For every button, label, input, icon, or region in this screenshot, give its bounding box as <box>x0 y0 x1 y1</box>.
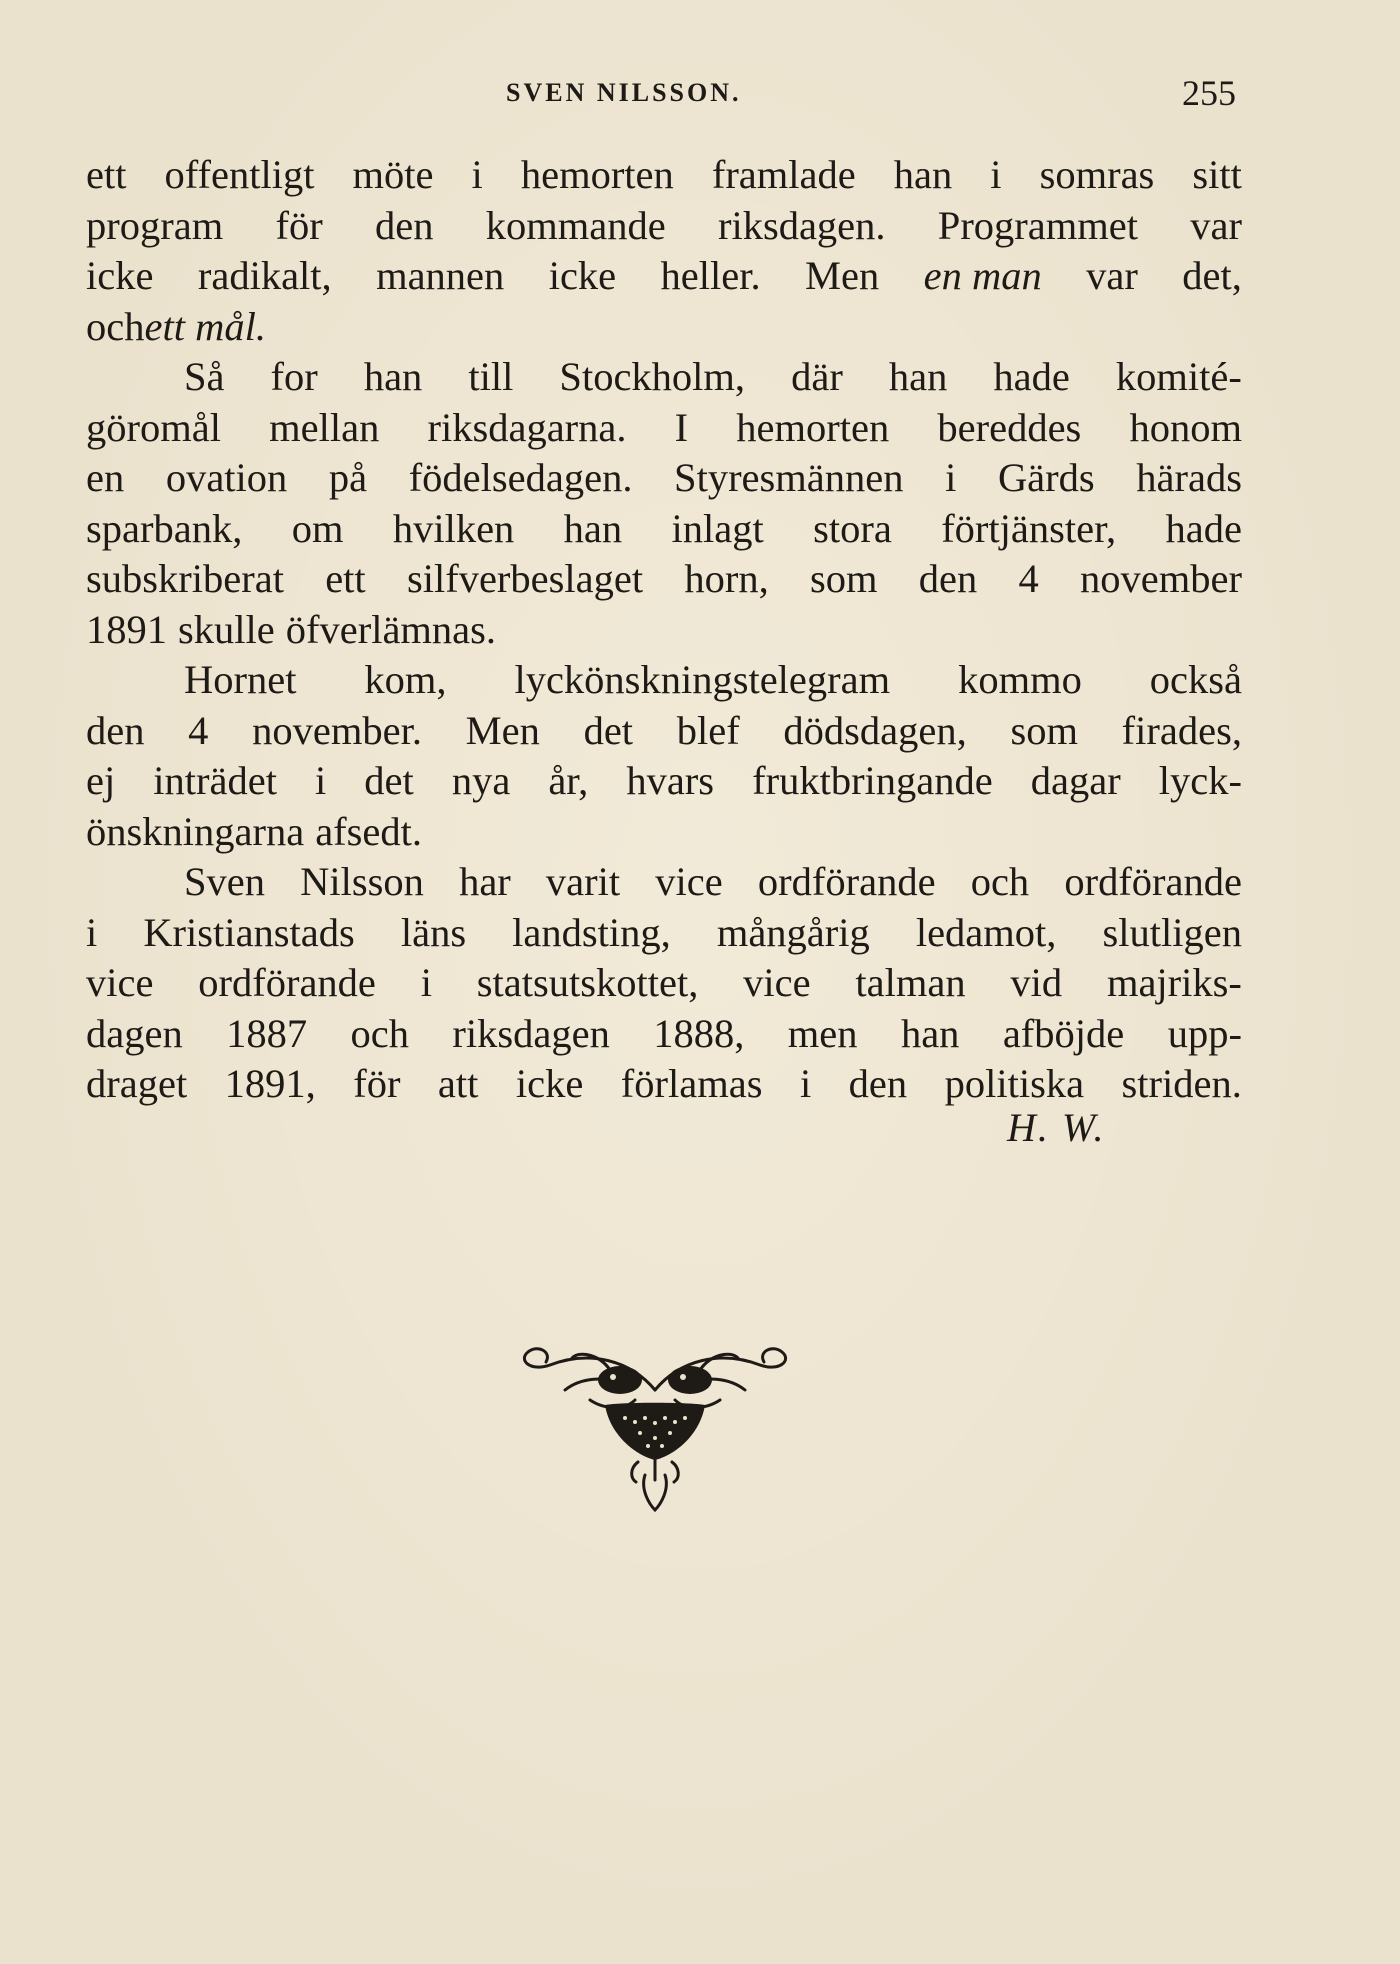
word: förtjänster, <box>941 505 1117 551</box>
word: i <box>86 909 98 955</box>
word: heller. <box>660 253 761 298</box>
word: ordförande <box>198 960 376 1005</box>
word: ordförande <box>757 859 936 904</box>
word: somras <box>1039 152 1155 197</box>
word: mellan <box>269 404 380 450</box>
word: november <box>1079 556 1242 601</box>
word: inlagt <box>671 505 764 551</box>
word: Nilsson <box>300 859 424 904</box>
word: i <box>945 455 957 500</box>
word: har <box>459 859 511 904</box>
word: Så <box>184 354 225 399</box>
word: I <box>674 404 689 450</box>
word: ett <box>86 152 127 197</box>
word: vice <box>86 960 154 1005</box>
word: den <box>848 1061 908 1106</box>
word: också <box>1149 657 1242 702</box>
word: Stockholm, <box>559 354 746 399</box>
word: subskriberat <box>86 556 284 601</box>
word: önskningarna <box>86 808 305 854</box>
word: fruktbringande <box>752 758 993 803</box>
word: 1891 <box>86 606 167 652</box>
text-line <box>86 857 1242 908</box>
word: afböjde <box>1002 1010 1125 1056</box>
word: ordförande <box>1064 859 1242 904</box>
text-line <box>86 302 1242 353</box>
word: riksdagarna. <box>427 404 627 450</box>
word: han <box>563 505 623 551</box>
text-line <box>86 655 1242 706</box>
text-line <box>86 605 1242 656</box>
text-line <box>86 706 1242 757</box>
word: 4 <box>1018 556 1039 601</box>
word: mannen <box>376 253 505 298</box>
word: vice <box>743 960 811 1005</box>
word: hemorten <box>736 404 890 450</box>
text-line <box>86 504 1242 555</box>
body-text <box>86 150 1242 1110</box>
word: november. <box>252 707 422 753</box>
word: icke <box>548 253 617 298</box>
word: som <box>809 556 878 601</box>
running-head <box>86 74 1236 114</box>
word: kom, <box>364 657 447 702</box>
word: lyck- <box>1158 758 1242 803</box>
word: hade <box>1165 505 1242 551</box>
word: ovation <box>165 455 288 500</box>
word: Gärds <box>997 455 1095 500</box>
running-title: SVEN NILSSON. <box>506 78 742 107</box>
word: för <box>353 1061 401 1106</box>
word: hvilken <box>392 505 515 551</box>
word: skulle <box>178 606 275 652</box>
word: göromål <box>86 404 221 450</box>
italic-phrase: ett mål. <box>144 303 266 349</box>
word: att <box>437 1061 479 1106</box>
word: radikalt, <box>197 253 332 298</box>
word: sparbank, <box>86 505 243 551</box>
word: födelsedagen. <box>408 455 633 500</box>
word: silfverbeslaget <box>406 556 644 601</box>
word: kommande <box>485 202 666 248</box>
word: draget <box>86 1061 188 1106</box>
word: och <box>86 303 145 349</box>
word: Hornet <box>184 657 297 702</box>
word: striden. <box>1121 1061 1242 1106</box>
word: statsutskottet, <box>476 960 699 1005</box>
word: Kristianstads <box>143 909 355 955</box>
word: ej <box>86 758 116 803</box>
word: politiska <box>944 1061 1085 1106</box>
word: var <box>1190 202 1242 248</box>
word: dödsdagen, <box>783 707 967 753</box>
word: var <box>1086 253 1138 298</box>
word: 4 <box>188 707 209 753</box>
word: han <box>900 1010 960 1056</box>
word: det <box>583 707 634 753</box>
word: for <box>270 354 318 399</box>
word: i <box>990 152 1002 197</box>
word: och <box>350 1010 409 1056</box>
word: honom <box>1129 404 1242 450</box>
word: vid <box>1010 960 1063 1005</box>
word: sitt <box>1192 152 1242 197</box>
word: riksdagen <box>452 1010 610 1056</box>
word: nya <box>451 758 511 803</box>
word: majriks- <box>1106 960 1242 1005</box>
page-number: 255 <box>1182 73 1236 113</box>
text-line <box>86 1059 1242 1110</box>
word: Men <box>805 253 880 298</box>
word: i <box>315 758 327 803</box>
word: stora <box>813 505 892 551</box>
text-line <box>86 251 1242 302</box>
word: en <box>86 455 125 500</box>
text-line <box>86 554 1242 605</box>
word: program <box>86 202 224 248</box>
word: om <box>291 505 344 551</box>
word: kommo <box>958 657 1082 702</box>
text-line <box>86 807 1242 858</box>
text-line <box>86 352 1242 403</box>
word: för <box>275 202 323 248</box>
word: Men <box>465 707 540 753</box>
word: den <box>918 556 978 601</box>
word: hade <box>993 354 1070 399</box>
text-line <box>86 453 1242 504</box>
word: han <box>363 354 423 399</box>
word: där <box>791 354 843 399</box>
word: dagar <box>1030 758 1121 803</box>
word: framlade <box>711 152 856 197</box>
word: den <box>86 707 145 753</box>
word: bereddes <box>937 404 1082 450</box>
word: år, <box>548 758 589 803</box>
word: landsting, <box>512 909 671 955</box>
text-line <box>86 756 1242 807</box>
word: i <box>471 152 483 197</box>
word: icke <box>515 1061 584 1106</box>
word: förlamas <box>620 1061 763 1106</box>
word: komité- <box>1115 354 1242 399</box>
word: Styresmännen <box>674 455 904 500</box>
word: 1887 <box>226 1010 308 1056</box>
word: talman <box>855 960 966 1005</box>
word: möte <box>352 152 434 197</box>
word: Programmet <box>937 202 1139 248</box>
word: det, <box>1182 253 1242 298</box>
word: ledamot, <box>915 909 1057 955</box>
word: i <box>420 960 432 1005</box>
word: afsedt. <box>315 808 423 854</box>
text-line <box>86 150 1242 201</box>
word: inträdet <box>153 758 277 803</box>
word: upp- <box>1167 1010 1242 1056</box>
word: den <box>374 202 434 248</box>
word: läns <box>400 909 467 955</box>
word: mångårig <box>716 909 870 955</box>
word: horn, <box>684 556 769 601</box>
word: firades, <box>1121 707 1242 753</box>
word: i <box>799 1061 812 1106</box>
word: det <box>364 758 414 803</box>
author-signature: H. W. <box>1007 1105 1106 1150</box>
floral-tailpiece-icon <box>510 1330 800 1520</box>
word: till <box>468 354 514 399</box>
word: icke <box>86 253 154 298</box>
word: blef <box>676 707 740 753</box>
word: vice <box>655 859 723 904</box>
text-line <box>86 403 1242 454</box>
word: dagen <box>86 1010 183 1056</box>
word: varit <box>545 859 621 904</box>
word: ett <box>325 556 366 601</box>
word: 1888, <box>653 1010 745 1056</box>
word: han <box>888 354 948 399</box>
word: hvars <box>626 758 715 803</box>
word: Sven <box>184 859 265 904</box>
text-line <box>86 201 1242 252</box>
word: riksdagen. <box>717 202 886 248</box>
word: slutligen <box>1102 909 1242 955</box>
word: hemorten <box>520 152 674 197</box>
text-line <box>86 908 1242 959</box>
word: han <box>893 152 953 197</box>
word: och <box>970 859 1030 904</box>
word: 1891, <box>224 1061 316 1106</box>
word: härads <box>1136 455 1242 500</box>
word: offentligt <box>164 152 315 197</box>
word: öfverlämnas. <box>285 606 497 652</box>
word: men <box>787 1010 858 1056</box>
text-line <box>86 1009 1242 1060</box>
word: lyckönskningstelegram <box>514 657 891 702</box>
word: på <box>328 455 368 500</box>
italic-phrase: en man <box>923 253 1042 298</box>
text-line <box>86 958 1242 1009</box>
word: som <box>1010 707 1078 753</box>
